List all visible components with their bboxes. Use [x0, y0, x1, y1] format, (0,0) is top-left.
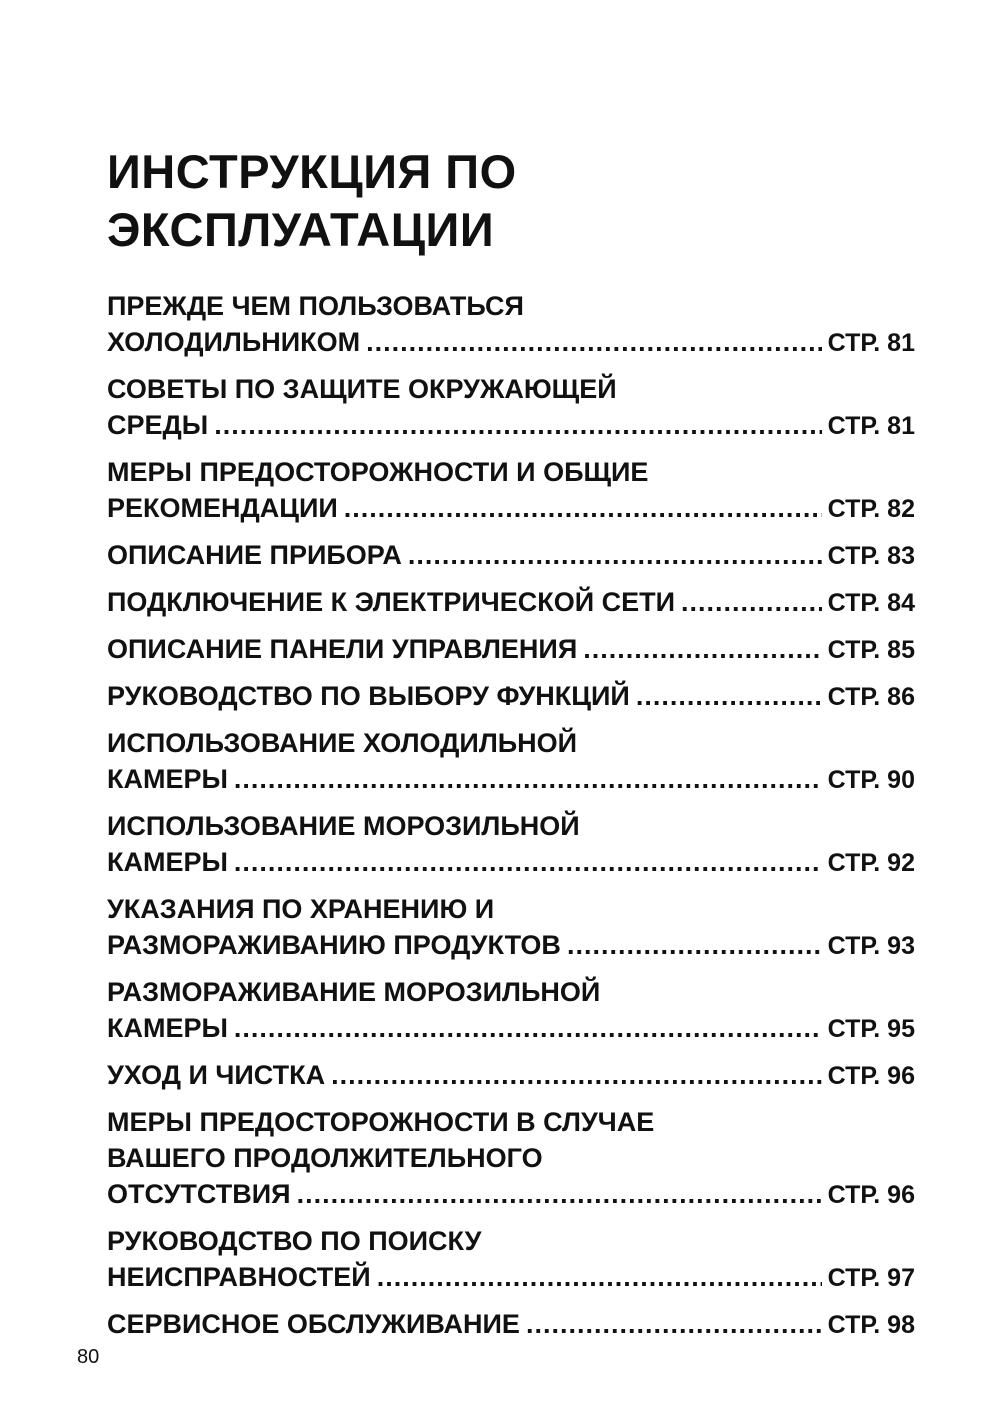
toc-page-reference: СТР. 97 — [827, 1264, 915, 1292]
toc-entry-title-line: РУКОВОДСТВО ПО ВЫБОРУ ФУНКЦИЙ — [107, 681, 630, 711]
toc-entry-last-line — [107, 844, 915, 881]
dot-leader — [214, 407, 821, 443]
toc-entry-title-line: ИСПОЛЬЗОВАНИЕ ХОЛОДИЛЬНОЙ — [107, 728, 578, 758]
toc-entry[interactable] — [107, 725, 915, 798]
toc-page-reference: СТР. 81 — [827, 329, 915, 357]
toc-entry-last-line — [107, 631, 915, 668]
dot-leader — [344, 490, 822, 526]
toc-page-reference: СТР. 86 — [827, 683, 915, 711]
dot-leader — [526, 1306, 822, 1342]
toc-page-reference: СТР. 98 — [827, 1311, 915, 1339]
toc-entry-title-line: СРЕДЫ — [107, 410, 209, 440]
toc-entry-last-line — [107, 678, 915, 715]
toc-page-reference: СТР. 82 — [827, 495, 915, 523]
dot-leader — [234, 1010, 822, 1046]
dot-leader — [331, 1057, 822, 1093]
toc-entry[interactable] — [107, 1306, 915, 1343]
toc-entry-title-line: ИСПОЛЬЗОВАНИЕ МОРОЗИЛЬНОЙ — [107, 811, 580, 841]
dot-leader — [567, 927, 822, 963]
toc-page-reference: СТР. 90 — [827, 766, 915, 794]
toc-entry-title-line: РЕКОМЕНДАЦИИ — [107, 493, 338, 523]
toc-entry[interactable] — [107, 891, 915, 964]
toc-entry-last-line — [107, 1010, 915, 1047]
dot-leader — [366, 324, 822, 360]
toc-entry[interactable] — [107, 1057, 915, 1094]
dot-leader — [234, 844, 822, 880]
toc-entry-title-line: ВАШЕГО ПРОДОЛЖИТЕЛЬНОГО — [107, 1143, 543, 1173]
toc-entry-title-line: РАЗМОРАЖИВАНИЮ ПРОДУКТОВ — [107, 930, 561, 960]
toc-entry[interactable] — [107, 974, 915, 1047]
toc-entry-last-line — [107, 1176, 915, 1213]
toc-entry-last-line — [107, 584, 915, 621]
dot-leader — [636, 678, 822, 714]
toc-entry[interactable] — [107, 1223, 915, 1296]
dot-leader — [408, 537, 822, 573]
toc-entry-title-line: ПОДКЛЮЧЕНИЕ К ЭЛЕКТРИЧЕСКОЙ СЕТИ — [107, 587, 676, 617]
dot-leader — [297, 1176, 822, 1212]
toc-page-reference: СТР. 85 — [827, 636, 915, 664]
dot-leader — [234, 761, 822, 797]
page-title — [107, 143, 907, 259]
toc-entry[interactable] — [107, 808, 915, 881]
toc-entry-title-line: НЕИСПРАВНОСТЕЙ — [107, 1262, 371, 1292]
toc-page-reference: СТР. 92 — [827, 849, 915, 877]
toc-entry[interactable] — [107, 584, 915, 621]
toc-page-reference: СТР. 96 — [827, 1181, 915, 1209]
toc-entry-title-line: МЕРЫ ПРЕДОСТОРОЖНОСТИ В СЛУЧАЕ — [107, 1107, 655, 1137]
dot-leader — [377, 1259, 822, 1295]
table-of-contents — [107, 288, 915, 1353]
toc-entry[interactable] — [107, 288, 915, 361]
toc-entry-title-line: КАМЕРЫ — [107, 847, 228, 877]
toc-page-reference: СТР. 95 — [827, 1015, 915, 1043]
toc-entry-title-line: МЕРЫ ПРЕДОСТОРОЖНОСТИ И ОБЩИЕ — [107, 457, 649, 487]
toc-entry-title-line: СОВЕТЫ ПО ЗАЩИТЕ ОКРУЖАЮЩЕЙ — [107, 374, 617, 404]
toc-entry-last-line — [107, 1259, 915, 1296]
toc-entry-title-line: СЕРВИСНОЕ ОБСЛУЖИВАНИЕ — [107, 1309, 520, 1339]
toc-entry-last-line — [107, 1306, 915, 1343]
toc-page-reference: СТР. 84 — [827, 589, 915, 617]
toc-entry-title-line: ПРЕЖДЕ ЧЕМ ПОЛЬЗОВАТЬСЯ — [107, 291, 524, 321]
toc-entry-title-line: РУКОВОДСТВО ПО ПОИСКУ — [107, 1226, 482, 1256]
page-number: 80 — [77, 1346, 100, 1368]
toc-entry-last-line — [107, 761, 915, 798]
toc-page-reference: СТР. 93 — [827, 932, 915, 960]
toc-entry-title-line: УКАЗАНИЯ ПО ХРАНЕНИЮ И — [107, 894, 495, 924]
toc-entry-title-line: КАМЕРЫ — [107, 1013, 228, 1043]
toc-entry-last-line — [107, 324, 915, 361]
toc-page-reference: СТР. 83 — [827, 542, 915, 570]
toc-entry[interactable] — [107, 454, 915, 527]
toc-entry[interactable] — [107, 1104, 915, 1213]
toc-entry-title-line: ХОЛОДИЛЬНИКОМ — [107, 327, 361, 357]
toc-entry[interactable] — [107, 678, 915, 715]
toc-entry-last-line — [107, 537, 915, 574]
toc-entry[interactable] — [107, 631, 915, 668]
toc-page-reference: СТР. 96 — [827, 1062, 915, 1090]
toc-entry-title-line: ОТСУТСТВИЯ — [107, 1179, 291, 1209]
toc-entry-last-line — [107, 490, 915, 527]
toc-entry-last-line — [107, 1057, 915, 1094]
page-title-line-1: ИНСТРУКЦИЯ ПО — [107, 145, 517, 198]
toc-entry-last-line — [107, 927, 915, 964]
toc-entry-title-line: РАЗМОРАЖИВАНИЕ МОРОЗИЛЬНОЙ — [107, 977, 601, 1007]
toc-entry-title-line: УХОД И ЧИСТКА — [107, 1060, 326, 1090]
toc-entry-last-line — [107, 407, 915, 444]
toc-entry-title-line: ОПИСАНИЕ ПАНЕЛИ УПРАВЛЕНИЯ — [107, 634, 578, 664]
dot-leader — [583, 631, 821, 667]
toc-entry-title-line: ОПИСАНИЕ ПРИБОРА — [107, 540, 402, 570]
toc-entry[interactable] — [107, 371, 915, 444]
dot-leader — [681, 584, 822, 620]
toc-page-reference: СТР. 81 — [827, 412, 915, 440]
toc-entry-title-line: КАМЕРЫ — [107, 764, 228, 794]
toc-entry[interactable] — [107, 537, 915, 574]
page-title-line-2: ЭКСПЛУАТАЦИИ — [107, 203, 495, 256]
